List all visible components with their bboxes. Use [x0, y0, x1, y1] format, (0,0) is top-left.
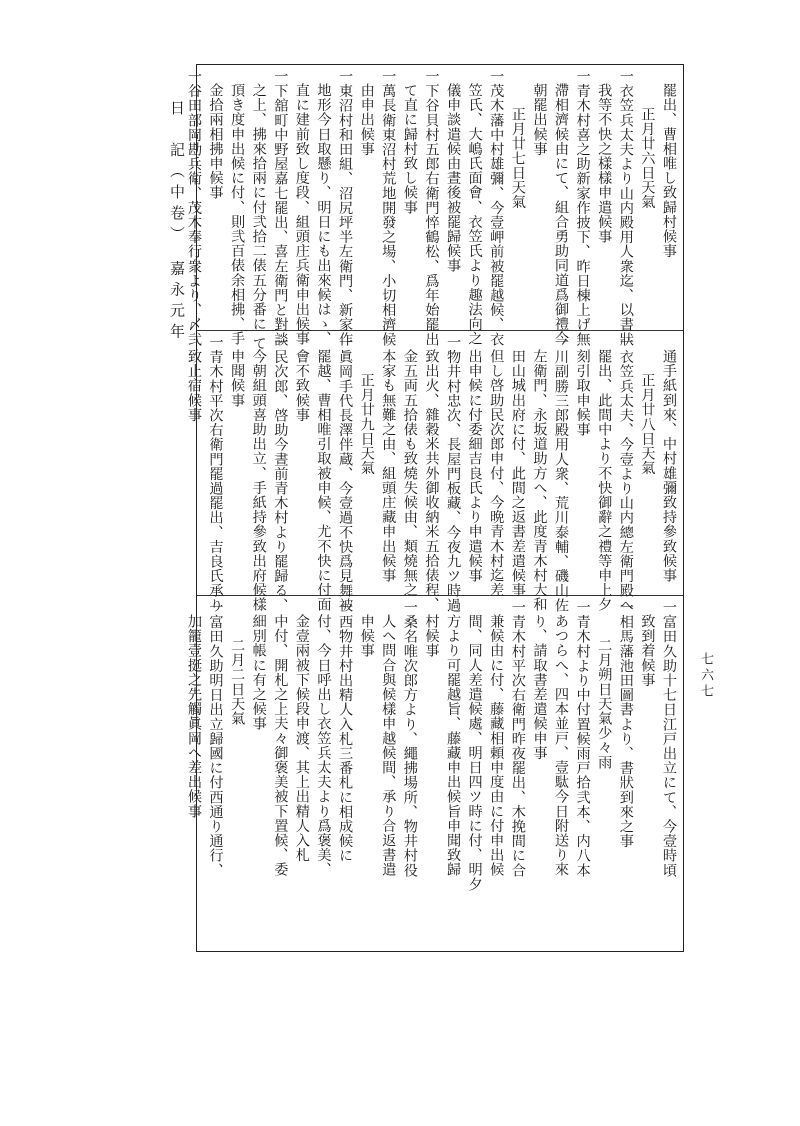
- text-line: 中付、開札之上夫々御褒美被下置候、委: [272, 614, 289, 877]
- text-line: 儀申談遣候由晝後被罷歸候事: [445, 83, 462, 273]
- text-line: 左衛門、永坂道助方へ、此度青木村大和: [531, 349, 548, 612]
- text-line: 村候事: [423, 614, 440, 658]
- section-divider: [197, 330, 683, 331]
- date-heading: 二月朔日天氣少々雨: [596, 638, 613, 770]
- text-line: 金五両五拾俵も致燒失候由、類燒無之: [401, 349, 418, 598]
- text-line: 刻引取申候事: [574, 349, 591, 437]
- entry-line: 一東沼村和田組、沼尻坪半左衛門、新家作: [337, 69, 354, 347]
- text-line: 致到着候事: [639, 614, 656, 687]
- entry-line: 一川副勝三郎殿用人衆、荒川泰輔、磯山佐: [553, 335, 570, 613]
- date-heading: 正月廿九日天氣: [358, 373, 375, 476]
- entry-line: 一青木村喜之助新家作披下、昨日棟上げ無: [574, 69, 591, 347]
- text-line: 申聞候事: [229, 349, 246, 408]
- text-line: 會不致候事: [293, 349, 310, 422]
- entry-line: 一富田久助十七日江戸出立にて、今壹時頃: [661, 600, 677, 878]
- entry-line: 一眞岡手代長澤伴蔵、今壹過不快爲見舞被: [337, 335, 354, 613]
- text-block-middle: [185, 335, 679, 613]
- text-line: 罷出、曹相唯し致歸村候事: [661, 83, 677, 259]
- text-line: 罷出、此間中より不快御辭之禮等申上夕: [596, 349, 613, 612]
- entry-line: 一衣笠兵太夫、今壹より山内總左衛門殿へ: [617, 335, 634, 613]
- entry-line: 一青木村平次右衛門罷過罷出、吉良氏承り: [207, 335, 224, 613]
- text-line: 之上、拂來拾兩に付弐拾二俵五分番に て: [250, 83, 267, 351]
- text-line: 滯相濟候由にて、組合勇助同道爲御禮今: [553, 83, 570, 346]
- text-line: 方より可罷越旨、藤藏申出候旨申聞致歸: [445, 614, 462, 877]
- text-line: 兼候由に付、藤藏相頼申度由に付申出候: [488, 614, 505, 877]
- entry-line: 一谷田部岡勘兵衛、茂木奉行衆より、〆弐: [185, 69, 202, 347]
- text-line: 人へ問合與候樣申越候間、承り合返書遣: [380, 614, 397, 877]
- text-line: あつらへ、四本並戸、壹駄今日附送り來: [553, 614, 570, 877]
- page-number: 七六七: [698, 652, 713, 700]
- text-line: 但し啓助民次郎申付、今晩青木村迄差: [488, 349, 505, 598]
- text-line: 頂き度申出候に付、則弐百俵余相拂、手: [229, 83, 246, 346]
- text-line: 致止宿候事: [185, 349, 202, 422]
- date-heading: 二月二日天氣: [229, 638, 246, 726]
- text-line: 通手紙到來、中村雄彌致持參致候事: [661, 349, 677, 583]
- text-line: 由申出候事: [358, 83, 375, 156]
- text-line: 罷越、曹相唯引取被申候、尤不快に付面: [315, 349, 332, 612]
- entry-line: 一西物井村出精人入札三番札に相成候に: [337, 600, 354, 863]
- text-line: 金拾兩相拂申候事: [207, 83, 224, 200]
- date-heading: 正月廿六日天氣: [639, 107, 656, 210]
- text-line: 朝罷出候事: [531, 83, 548, 156]
- entry-line: 一衣笠兵太夫より山内殿用人衆迄、以書狀: [617, 69, 634, 347]
- text-frame: [185, 64, 684, 952]
- text-line: 地形今日取懸り、明日にも出來候はゝ、: [315, 83, 332, 346]
- text-line: り、請取書差遣候申事: [531, 614, 548, 760]
- text-line: 申候事: [358, 614, 375, 658]
- entry-line: 一青木村平次右衛門昨夜罷出、木挽間に合: [509, 600, 526, 878]
- entry-line: 一萬長衛東沼村荒地開發之場、小切相濟候: [380, 69, 397, 347]
- text-line: 笠氏、大嶋氏面會、衣笠氏より趣法向之: [466, 83, 483, 346]
- text-line: 金壹兩被下候段申渡、其上出精人入札: [293, 614, 310, 863]
- text-line: 田山城出府に付、此間之返書差遣候事: [509, 349, 526, 598]
- entry-line: 一相馬藩池田圖書より、書狀到來之事: [617, 600, 634, 849]
- text-line: 加籠壹挺之先觸眞岡へ差出候事: [185, 614, 202, 819]
- date-heading: 正月廿八日天氣: [639, 373, 656, 476]
- text-line: 本家も無難之由、組頭庄藏申出候事: [380, 349, 397, 583]
- text-line: 付、今日呼出し衣笠兵太夫より爲褒美、: [315, 614, 332, 877]
- entry-line: 一富田久助明日出立歸國に付西通り通行、: [207, 600, 224, 878]
- running-title: 日 記（中卷） 嘉永元年: [168, 100, 186, 345]
- entry-line: 一民次郎、啓助今晝前青木村より罷歸る、: [272, 335, 289, 613]
- entry-line: 一下谷貝村五郎右衛門悴鶴松、爲年始罷出: [423, 69, 440, 347]
- entry-line: 一下舘町中野屋嘉七罷出、喜左衛門と對談: [272, 69, 289, 347]
- entry-line: 一茂木藩中村雄彌、今壹岬前被罷越候、衣: [488, 69, 505, 347]
- text-line: て直に歸村致し候事: [401, 83, 418, 215]
- text-block-bottom: [185, 600, 679, 892]
- date-heading: 正月廿七日天氣: [509, 107, 526, 210]
- text-line: 細別帳に有之候事: [250, 614, 267, 731]
- text-line: 致出火、雜穀米共外御收納米五拾俵程、: [423, 349, 440, 612]
- text-line: 間、同人差遣候處、明日四ツ時に付、明夕: [466, 614, 483, 892]
- text-block-top: [185, 69, 679, 351]
- text-line: 直に建前致し度段、組頭庄兵衛申出候事: [293, 83, 310, 346]
- entry-line: 一青木村より中付置候雨戸拾弐本、内八本: [574, 600, 591, 878]
- text-line: 今朝組頭喜助出立、手紙持參致出府候樣: [250, 349, 267, 612]
- entry-line: 一桑名唯次郎方より、繩拂場所、物井村役: [401, 600, 418, 878]
- entry-line: 一物井村忠次、長屋門板藏、今夜九ツ時過: [445, 335, 462, 613]
- text-line: 我等不快之樣樣申遣候事: [596, 83, 613, 244]
- text-line: 出申候に付委細吉良氏より申遣候事: [466, 349, 483, 583]
